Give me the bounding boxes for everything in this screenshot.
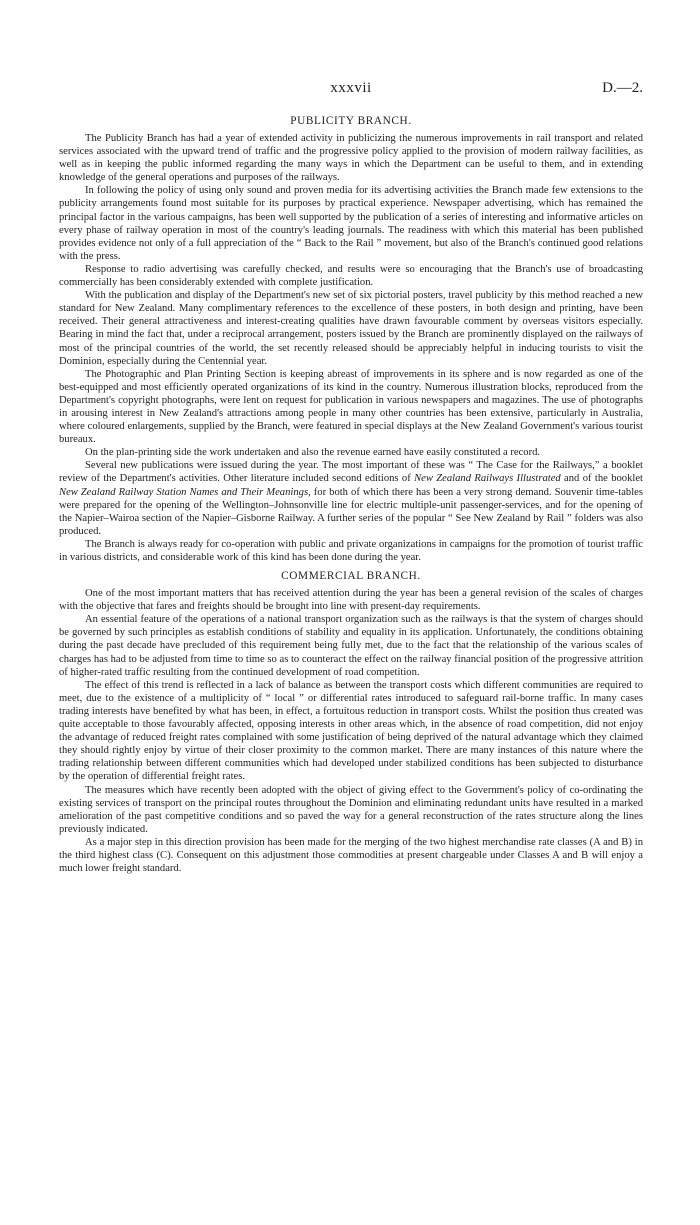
- publication-title: New Zealand Railway Station Names and Their Meanings: [59, 486, 309, 498]
- section-title-publicity: PUBLICITY BRANCH.: [290, 115, 412, 127]
- paragraph: With the publication and display of the Department's new set of six pictorial posters, travel publicity by this method reached a new standard for New Zealand. Many complimentary references to the excellence of these posters, in both design and printing, have been received. Their general attractiveness and interest-creating qualities have drawn favourable comment by overseas visitors especially. Bearing in mind the fact that, under a reciprocal arrangement, posters issued by the Branch are prominently displayed on the railways of most of the principal countries of the world, the set recently released should be appreciably helpful in inducing tourists to visit the Dominion, especially during the Centennial year.: [59, 290, 643, 367]
- paragraph: Response to radio advertising was carefully checked, and results were so encouraging that the Branch's use of broadcasting commercially has been considerably extended with complete justification.: [59, 263, 643, 289]
- page-header: [59, 80, 643, 104]
- document-page: [59, 80, 643, 875]
- paragraph: An essential feature of the operations of a national transport organization such as the railways is that the system of charges should be governed by such principles as establish conditions of stability and equality in its application. Unfortunately, the conditions obtaining during the past decade have precluded of this requirement being fully met, due to the fact that the relationship of the various scales of charges has had to be adjusted from time to time so as to counteract the effect on the railway financial position of the progressive attrition of higher-rated traffic resulting from the continued development of road competition.: [59, 614, 643, 678]
- text-run: , for both of which there has been a very strong demand. Souvenir time-tables were prepared for the opening of the Wellington–Johnsonville line for electric multiple-unit passenger-services, and for the opening of the Napier–Wairoa section of the Napier–Gisborne Railway. A further series of the popular “ See New Zealand by Rail ” folders was also produced.: [59, 486, 643, 537]
- page-number: xxxvii: [330, 80, 372, 96]
- text-run: Several new publications were issued during the year. The most important of these was “ The Case for the Railways,” a booklet review of the Department's activities. Other literature included second editions of: [59, 460, 643, 485]
- document-reference: D.—2.: [602, 80, 643, 96]
- paragraph: In following the policy of using only sound and proven media for its advertising activities the Branch made few extensions to the publicity arrangements found most suitable for its purposes by practical experience. Newspaper advertising, which has remained the principal factor in the various campaigns, has been well supported by the publication of a series of interesting and informative articles on every phase of railway operation in most of the country's leading journals. The readiness with which this material has been published provides evidence not only of a full appreciation of the “ Back to the Rail ” movement, but also of the Branch's continued good relations with the press.: [59, 185, 643, 262]
- paragraph: On the plan-printing side the work undertaken and also the revenue earned have easily constituted a record.: [85, 447, 541, 459]
- paragraph: The measures which have recently been adopted with the object of giving effect to the Government's policy of co-ordinating the existing services of transport on the principal routes throughout the Dominion and eliminating redundant units have resulted in a marked amelioration of the past competitive conditions and so paved the way for a general reconstruction of the rates structure along the lines previously indicated.: [59, 784, 643, 835]
- text-run: and of the booklet: [560, 473, 643, 485]
- paragraph: The Branch is always ready for co-operation with public and private organizations in campaigns for the promotion of tourist traffic in various districts, and considerable work of this kind has been done during the year.: [59, 538, 643, 563]
- paragraph: The Photographic and Plan Printing Section is keeping abreast of improvements in its sphere and is now regarded as one of the best-equipped and most efficiently operated organizations of its kind in the country. Numerous illustration blocks, reproduced from the Department's copyright photographs, were lent on request for publication in various newspapers and magazines. The use of photographs in arousing interest in New Zealand's attractions among people in many other countries has been extensive, particularly in Australia, where coloured enlargements, supplied by the Branch, were featured in special displays at the New Zealand Government's various tourist bureaux.: [59, 368, 643, 446]
- publication-title: New Zealand Railways Illustrated: [414, 473, 561, 485]
- paragraph-publications: [59, 459, 643, 538]
- section-title-commercial: COMMERCIAL BRANCH.: [281, 570, 421, 583]
- paragraph: The effect of this trend is reflected in a lack of balance as between the transport costs which different communities are required to meet, due to the existence of a multiplicity of “ local ” or differential rates introduced to safeguard rail-borne traffic. In many cases trading interests have benefited by what has been, in effect, a fortuitous reduction in transport costs. Whilst the position thus created was quite acceptable to those favourably affected, opposing interests in other areas which, in the absence of road competition, did not enjoy the advantage of reduced freight rates complained with some justification of being deprived of the natural advantage which they claimed they should rightly enjoy by virtue of their closer proximity to the common market. There are many instances of this nature where the trading relationship between different communities which had developed under stabilized conditions has been subjected to disturbance by the operation of differential freight rates.: [59, 679, 643, 783]
- paragraph: As a major step in this direction provision has been made for the merging of the two highest merchandise rate classes (A and B) in the third highest class (C). Consequent on this adjustment those commodities at present chargeable under Classes A and B will enjoy a much lower freight standard.: [59, 836, 643, 875]
- paragraph: One of the most important matters that has received attention during the year has been a general revision of the scales of charges with the objective that fares and freights should be brought into line with present-day requirements.: [59, 588, 643, 613]
- paragraph: The Publicity Branch has had a year of extended activity in publicizing the numerous improvements in rail transport and related services associated with the upward trend of traffic and the progressive policy applied to the provision of modern railway facilities, as well as in keeping the public informed regarding the many ways in which the Department can be useful to them, and in extending knowledge of the general operations and purposes of the railways.: [59, 133, 643, 184]
